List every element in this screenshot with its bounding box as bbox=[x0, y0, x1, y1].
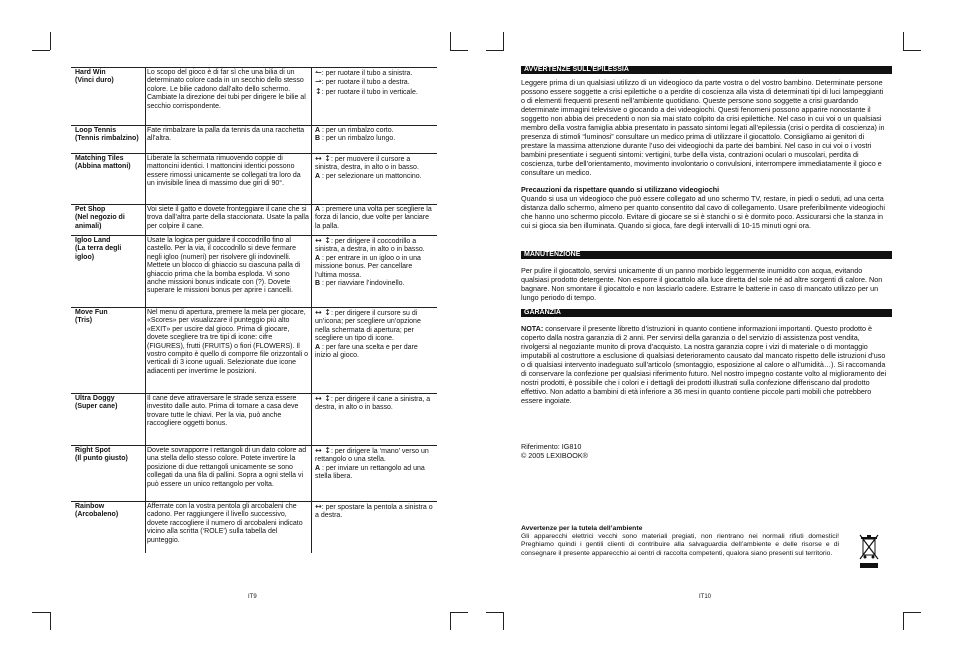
column-divider bbox=[311, 153, 312, 204]
page-number-right: IT10 bbox=[699, 594, 712, 600]
game-description: Voi siete il gatto e dovete fronteggiare il cane che si trova dall’altra parte della staccionata. Usate la palla per colpire il cane. bbox=[147, 206, 309, 230]
crop-mark bbox=[450, 612, 468, 613]
column-divider bbox=[145, 67, 146, 125]
game-controls bbox=[315, 206, 435, 231]
maintenance-body: Per pulire il giocattolo, servirsi unicamente di un panno morbido leggermente inumidito con acqua, evitando qualsiasi prodotto detergente. Non esporre il giocattolo alla luce diretta del sole né ad altre sorgenti di calore. Non bagnare. Non smontare il giocattolo e non lasciarlo cadere. Estrarre le batterie in caso di mancato utilizzo per un lungo periodo di tempo. bbox=[521, 266, 883, 302]
column-divider bbox=[145, 445, 146, 501]
button-label: B bbox=[315, 135, 321, 143]
button-label: A bbox=[315, 254, 321, 262]
control-text: : per fare una scelta e per dare inizio al gioco. bbox=[315, 343, 418, 360]
arrow-leftright-icon: ↔ bbox=[315, 502, 322, 511]
row-divider bbox=[71, 153, 437, 154]
control-line bbox=[315, 155, 435, 173]
column-divider bbox=[145, 235, 146, 307]
control-line bbox=[315, 135, 435, 143]
control-line bbox=[315, 69, 435, 78]
game-controls bbox=[315, 503, 435, 521]
control-text: : per muovere il cursore a sinistra, destra, in alto o in basso. bbox=[315, 156, 419, 172]
game-row bbox=[71, 501, 437, 553]
game-description: Il cane deve attraversare le strade senza essere investito dalle auto. Prima di tornare a casa deve trovare tutte le chiavi. Per la via, può anche raccogliere oggetti bonus. bbox=[147, 395, 299, 428]
game-name: Loop Tennis (Tennis rimbalzino) bbox=[75, 127, 139, 143]
column-divider bbox=[311, 67, 312, 125]
warranty-note-label: NOTA: bbox=[521, 324, 544, 333]
warranty-section bbox=[521, 324, 889, 405]
button-label: A bbox=[315, 172, 321, 180]
game-name: Rainbow (Arcobaleno) bbox=[75, 503, 119, 519]
game-description: Usate la logica per guidare il coccodrillo fino al castello. Per la via, il coccodrillo si deve fermare negli igloo (numeri) per risolvere gli indovinelli. Mettete un blocco di ghiaccio su ciascuna palla di ghiaccio prima che la bomba esploda. Vi sono anche missioni bonus indicate con (?). Dovete superare le missioni bonus per aprire i cancelli. bbox=[147, 237, 301, 295]
control-line bbox=[315, 309, 435, 344]
warranty-heading: GARANZIA bbox=[521, 309, 892, 317]
control-text: : per dirigere il coccodrillo a sinistra, a destra, in alto o in basso. bbox=[315, 238, 425, 254]
control-text: : per dirigere la ‘mano’ verso un rettangolo o una stella. bbox=[315, 448, 429, 464]
maintenance-heading: MANUTENZIONE bbox=[521, 251, 892, 259]
game-row bbox=[71, 235, 437, 307]
control-text: : per dirigere il cursore su di un’icona; per scegliere un’opzione nella schermata di apertura; per scegliere un tipo di icone. bbox=[315, 310, 421, 343]
reference-block bbox=[521, 442, 889, 460]
button-label: A bbox=[315, 206, 321, 213]
game-description: Afferrate con la vostra pentola gli arcobaleni che cadono. Per raggiungere il livello successivo, dovete raccogliere il numero di arcobaleni indicato vicino alla scritta (‘ROLE’) sulla tabella del punteggio. bbox=[147, 503, 303, 544]
game-name: Ultra Doggy (Super cane) bbox=[75, 395, 118, 411]
arrows-all-icon: ↔ ↕ bbox=[315, 154, 331, 163]
game-name: Right Spot (Il punto giusto) bbox=[75, 447, 128, 463]
arrows-all-icon: ↔ ↕ bbox=[315, 308, 331, 317]
crop-mark bbox=[50, 612, 51, 630]
game-description: Fate rimbalzare la palla da tennis da una racchetta all’altra. bbox=[147, 127, 305, 143]
crop-mark bbox=[32, 612, 50, 613]
row-divider bbox=[71, 67, 437, 68]
game-controls bbox=[315, 127, 435, 144]
control-line bbox=[315, 237, 435, 255]
game-description: Nel menu di apertura, premere la mela per giocare, «Scores» per visualizzare il punteggio più alto «EXIT» per uscire dal gioco. Prima di giocare, dovete scegliere tra tre tipi di icone: cifre (FIGURES), frutti (FRUITS) o fiori (FLOWERS). Il vostro compito è quello di comporre file orizzontali o verticali di 3 icone uguali. Selezionate due icone adiacenti per invertirne le posizioni. bbox=[147, 309, 309, 375]
arrow-left-icon: ↼ bbox=[315, 68, 322, 77]
game-row bbox=[71, 125, 437, 153]
arrow-right-icon: ⇀ bbox=[315, 77, 322, 87]
game-description: Dovete sovrapporre i rettangoli di un dato colore ad una stella dello stesso colore. Potete invertire la posizione di due rettangoli unicamente se sono collegati da una fila di pallini. Sopra a ogni stella vi può essere un unico rettangolo per volta. bbox=[147, 447, 307, 488]
crop-mark bbox=[450, 32, 451, 50]
epilepsy-heading: AVVERTENZE SULL’EPILESSIA bbox=[521, 66, 892, 74]
button-label: B bbox=[315, 280, 321, 288]
button-label: A bbox=[315, 127, 321, 134]
control-text: : per un rimbalzo corto. bbox=[320, 127, 394, 134]
game-controls bbox=[315, 309, 435, 360]
control-line bbox=[315, 206, 435, 231]
arrows-all-icon: ↔ ↕ bbox=[315, 236, 331, 245]
control-text: : per spostare la pentola a sinistra o a destra. bbox=[315, 504, 433, 520]
control-line bbox=[315, 344, 435, 361]
column-divider bbox=[145, 204, 146, 235]
column-divider bbox=[311, 393, 312, 445]
column-divider bbox=[311, 204, 312, 235]
control-text: : per ruotare il tubo in verticale. bbox=[321, 88, 418, 96]
row-divider bbox=[71, 235, 437, 236]
control-text: : per un rimbalzo lungo. bbox=[320, 135, 396, 143]
game-description: Lo scopo del gioco è di far sì che una bilia di un determinato colore cada in un secchio dello stesso colore. Le bilie cadono dall’alto dello schermo. Cambiate la direzione dei tubi per dirigere le bilie al secchio corrispondente. bbox=[147, 69, 306, 110]
copyright-text: © 2005 LEXIBOOK® bbox=[521, 451, 588, 460]
control-text: : per selezionare un mattoncino. bbox=[320, 172, 422, 180]
game-controls bbox=[315, 395, 435, 413]
column-divider bbox=[311, 125, 312, 153]
game-controls bbox=[315, 237, 435, 288]
reference-text: Riferimento: IG810 bbox=[521, 442, 582, 451]
crop-mark bbox=[903, 612, 904, 630]
arrows-all-icon: ↔ ↕ bbox=[315, 394, 331, 403]
button-label: A bbox=[315, 464, 321, 472]
control-line bbox=[315, 173, 435, 181]
column-divider bbox=[311, 307, 312, 393]
control-line bbox=[315, 255, 435, 280]
game-row bbox=[71, 153, 437, 204]
crop-mark bbox=[50, 32, 51, 50]
crop-mark bbox=[450, 50, 468, 51]
environment-title: Avvertenze per la tutela dell’ambiente bbox=[521, 525, 643, 532]
game-row bbox=[71, 445, 437, 501]
crop-mark bbox=[903, 32, 904, 50]
game-description: Liberate la schermata rimuovendo coppie di mattoncini identici. I mattoncini identici possono essere rimossi unicamente se collegati tra loro da un invisibile linea di massimo due giri di 90°. bbox=[147, 155, 301, 188]
arrows-all-icon: ↔ ↕ bbox=[315, 446, 331, 455]
column-divider bbox=[311, 501, 312, 553]
game-row bbox=[71, 67, 437, 125]
column-divider bbox=[145, 153, 146, 204]
row-divider bbox=[71, 204, 437, 205]
control-text: : per entrare in un igloo o in una missione bonus. Per cancellare l’ultima mossa. bbox=[315, 254, 421, 279]
control-text: : per ruotare il tubo a destra. bbox=[321, 79, 410, 87]
control-line bbox=[315, 395, 435, 413]
column-divider bbox=[145, 501, 146, 553]
warranty-body: conservare il presente libretto d’istruzioni in quanto contiene informazioni importanti. Questo prodotto è coperto dalla nostra garanzia di 2 anni. Per servirsi della garanzia o del servizio di assistenza post vendita, rivolgersi al negoziante munito di prova d’acquisto. La nostra garanzia copre i vizi di materiale o di montaggio imputabili al costruttore a esclusione di qualsiasi deterioramento causato dal mancato rispetto delle istruzioni d’uso o di qualsiasi intervento inadeguato sull’articolo (smontaggio, esposizione al calore o all’umidità…). Si raccomanda di conservare la confezione per qualsiasi riferimento futuro. Nel nostro impegno costante volto al miglioramento dei nostri prodotti, è possibile che i colori e i dettagli dei prodotti illustrati sulla confezione differiscano dal prodotto effettivo. Non adatto a bambini di età inferiore a 36 mesi in quanto contiene piccole parti mobili che potrebbero essere ingoiate. bbox=[521, 324, 887, 405]
crop-mark bbox=[32, 50, 50, 51]
epilepsy-section bbox=[521, 78, 889, 230]
crop-mark bbox=[450, 612, 451, 630]
precautions-title: Precauzioni da rispettare quando si utilizzano videogiochi bbox=[521, 185, 720, 194]
game-row bbox=[71, 307, 437, 393]
environment-body: Gli apparecchi elettrici vecchi sono materiali pregiati, non rientrano nei normali rifiuti domestici! Preghiamo quindi i gentili clienti di contribuire alla salvaguardia dell’ambiente e delle risorse e di consegnare il presente apparecchio ai centri di raccolta competenti, qualora siano presenti sul territorio. bbox=[521, 533, 839, 557]
crop-mark bbox=[903, 50, 921, 51]
maintenance-section bbox=[521, 266, 889, 302]
control-line bbox=[315, 465, 435, 482]
game-controls bbox=[315, 447, 435, 482]
button-label: A bbox=[315, 343, 321, 351]
control-text: : per dirigere il cane a sinistra, a destra, in alto o in basso. bbox=[315, 396, 431, 412]
column-divider bbox=[311, 445, 312, 501]
environment-box bbox=[521, 525, 885, 575]
row-divider bbox=[71, 125, 437, 126]
control-line bbox=[315, 280, 435, 288]
game-name: Pet Shop (Nel negozio di animali) bbox=[75, 206, 125, 230]
column-divider bbox=[311, 235, 312, 307]
control-line bbox=[315, 447, 435, 465]
column-divider bbox=[145, 125, 146, 153]
game-row bbox=[71, 204, 437, 235]
arrow-updown-icon: ↕ bbox=[315, 86, 322, 96]
game-row bbox=[71, 393, 437, 445]
row-divider bbox=[71, 393, 437, 394]
control-text: : premere una volta per scegliere la forza di lancio, due volte per lanciare la palla. bbox=[315, 206, 432, 230]
control-text: : per inviare un rettangolo ad una stella libera. bbox=[315, 464, 425, 481]
column-divider bbox=[145, 393, 146, 445]
row-divider bbox=[71, 445, 437, 446]
crossed-bin-icon bbox=[858, 533, 880, 571]
page-number-left: IT9 bbox=[248, 594, 257, 600]
crop-mark bbox=[503, 612, 504, 630]
game-name: Move Fun (Tris) bbox=[75, 309, 108, 325]
control-line bbox=[315, 127, 435, 135]
column-divider bbox=[145, 307, 146, 393]
crop-mark bbox=[903, 612, 921, 613]
epilepsy-body: Leggere prima di un qualsiasi utilizzo di un videogioco da parte vostra o del vostro bambino. Determinate persone possono essere soggette a crisi epilettiche o a perdite di coscienza alla vista di determinati tipi di luci lampeggianti o di elementi frequenti presenti nell’ambiente quotidiano. Queste persone sono soggette a crisi guardando determinate immagini televisive o giocando a dei videogiochi. Questi fenomeni possono apparire nonostante il soggetto non abbia dei precedenti o non sia mai stato colpito da crisi epilettiche. Nel caso in cui voi o un qualsiasi membro della vostra famiglia abbia presentato in passato sintomi legati all’epilessia (crisi o perdita di coscienza) in presenza di stimoli “luminosi” consultare un medico prima di utilizzare il giocattolo. Consigliamo ai genitori di prestare la massima attenzione durante l’uso dei videogiochi da parte dei bambini. Nel caso in cui voi o i vostri bambini presentiate i seguenti sintomi: vertigini, turbe della vista, contrazioni oculari o muscolari, perdita di coscienza, turbe dell’orientamento, movimento involontario o convulsioni, interrompere immediatamente il gioco e consultare un medico. bbox=[521, 78, 885, 177]
game-name: Igloo Land (La terra degli igloo) bbox=[75, 237, 122, 261]
control-line bbox=[315, 88, 435, 97]
row-divider bbox=[71, 307, 437, 308]
crop-mark bbox=[503, 32, 504, 50]
control-text: : per riavviare l’indovinello. bbox=[320, 280, 405, 288]
crop-mark bbox=[486, 612, 504, 613]
row-divider bbox=[71, 501, 437, 502]
game-name: Hard Win (Vinci duro) bbox=[75, 69, 114, 85]
control-line bbox=[315, 503, 435, 521]
control-text: : per ruotare il tubo a sinistra. bbox=[321, 70, 413, 77]
precautions-body: Quando si usa un videogioco che può essere collegato ad uno schermo TV, restare, in piedi o seduti, ad una certa distanza dallo schermo, almeno per quanto consentito dal cavo di collegamento. Usare preferibilmente videogiochi che hanno uno schermo piccolo. Evitare di giocare se si è stanchi o si è dormito poco. Assicurarsi che la stanza in cui si gioca sia ben illuminata. Quando si gioca, fare degli intervalli di 10-15 minuti ogni ora. bbox=[521, 194, 885, 230]
control-line bbox=[315, 78, 435, 87]
game-name: Matching Tiles (Abbina mattoni) bbox=[75, 155, 131, 171]
game-controls bbox=[315, 155, 435, 181]
game-controls bbox=[315, 69, 435, 97]
crop-mark bbox=[486, 50, 504, 51]
